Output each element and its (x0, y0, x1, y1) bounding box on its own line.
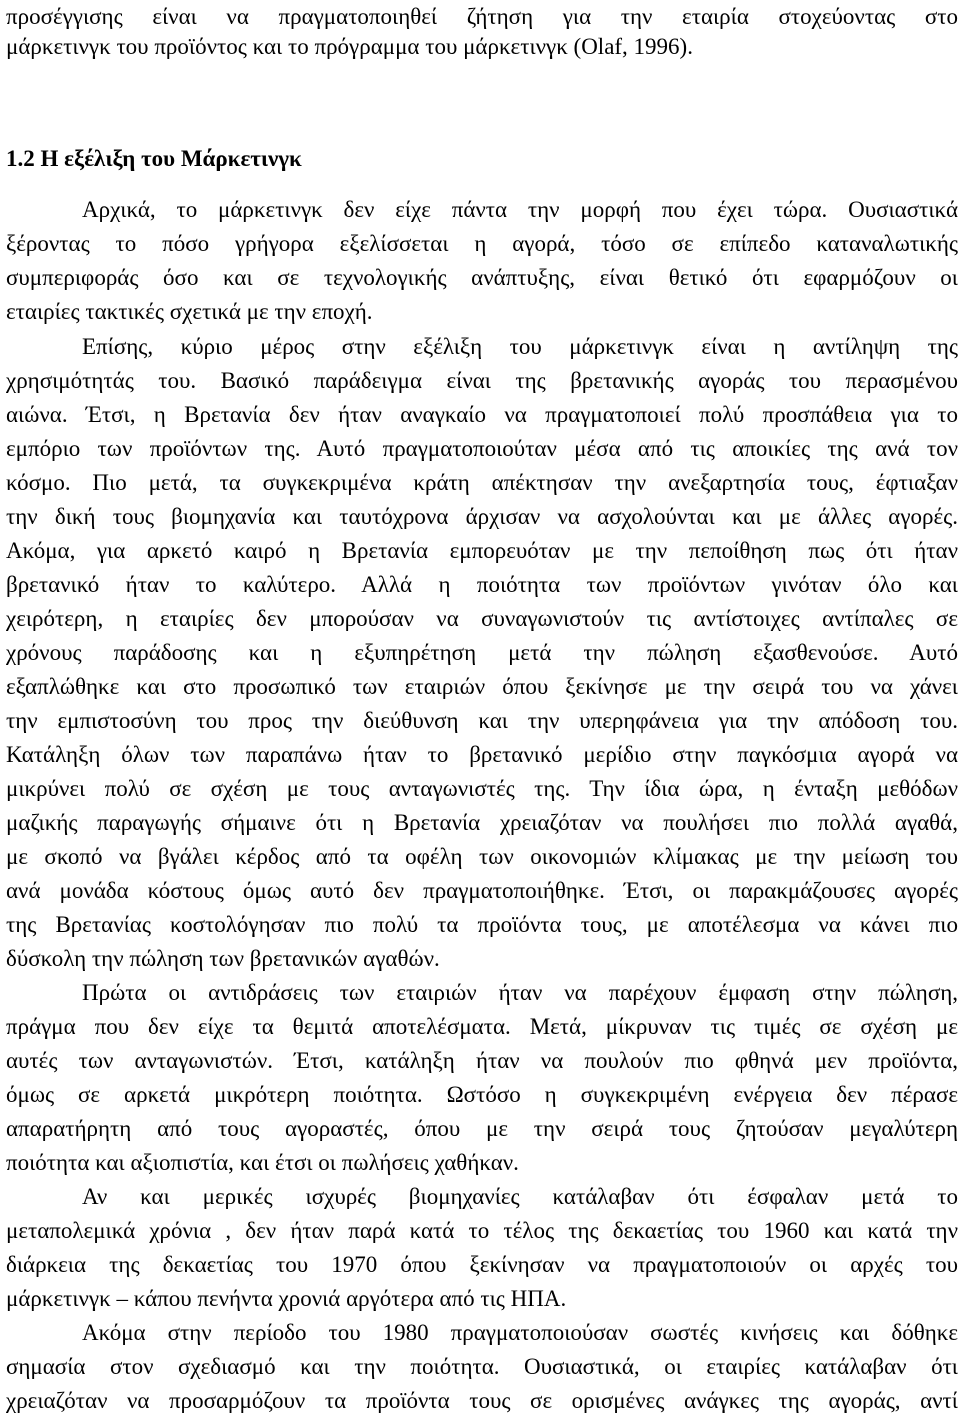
body-line: της Βρετανίας κοστολόγησαν πιο πολύ τα προϊόντα τους, με αποτέλεσμα να κάνει πιο (6, 912, 958, 937)
body-line: εμπόριο των προϊόντων της. Αυτό πραγματοποιούταν μέσα από τις αποικίες της ανά τον (6, 436, 958, 461)
body-line: όμως σε αρκετά μικρότερη ποιότητα. Ωστόσο η συγκεκριμένη ενέργεια δεν πέρασε (6, 1082, 958, 1107)
body-line: βρετανικό ήταν το καλύτερο. Αλλά η ποιότητα των προϊόντων γινόταν όλο και (6, 572, 958, 597)
body-line: μεταπολεμικά χρόνια , δεν ήταν παρά κατά το τέλος της δεκαετίας του 1960 και κατά την (6, 1218, 958, 1243)
body-line: απαρατήρητη από τους αγοραστές, όπου με την σειρά τους ζητούσαν μεγαλύτερη (6, 1116, 958, 1141)
body-line: μάρκετινγκ – κάπου πενήντα χρονιά αργότερα από τις ΗΠΑ. (6, 1286, 567, 1311)
body-line: πράγμα που δεν είχε τα θεμιτά αποτελέσματα. Μετά, μίκρυναν τις τιμές σε σχέση με (6, 1014, 958, 1039)
body-line: χρόνους παράδοσης και η εξυπηρέτηση μετά την πώληση εξασθενούσε. Αυτό (6, 640, 958, 665)
body-line: Αν και μερικές ισχυρές βιομηχανίες κατάλαβαν ότι έσφαλαν μετά το (82, 1184, 958, 1209)
body-line: εταιρίες τακτικές σχετικά με την εποχή. (6, 299, 373, 324)
section-heading: 1.2 Η εξέλιξη του Μάρκετινγκ (6, 146, 302, 171)
body-line: χειρότερη, η εταιρίες δεν μπορούσαν να συναγωνιστούν τις αντίστοιχες αντίπαλες σε (6, 606, 958, 631)
body-line: αιώνα. Έτσι, η Βρετανία δεν ήταν αναγκαίο να πραγματοποιεί πολύ προσπάθεια για το (6, 402, 958, 427)
intro-line-2: μάρκετινγκ του προϊόντος και το πρόγραμμα του μάρκετινγκ (Olaf, 1996). (6, 34, 693, 59)
body-line: διάρκεια της δεκαετίας του 1970 όπου ξεκίνησαν να πραγματοποιούν οι αρχές του (6, 1252, 958, 1277)
body-line: χρησιμότητάς του. Βασικό παράδειγμα είναι της βρετανικής αγοράς του περασμένου (6, 368, 958, 393)
body-line: με σκοπό να βγάλει κέρδος από τα οφέλη των οικονομιών κλίμακας με την μείωση του (6, 844, 958, 869)
body-line: Ακόμα στην περίοδο του 1980 πραγματοποιούσαν σωστές κινήσεις και δόθηκε (82, 1320, 958, 1345)
body-line: αυτές των ανταγωνιστών. Έτσι, κατάληξη ήταν να πουλούν πιο φθηνά μεν προϊόντα, (6, 1048, 958, 1073)
intro-line-1: προσέγγισης είναι να πραγματοποιηθεί ζήτηση για την εταιρία στοχεύοντας στο (6, 4, 958, 29)
body-line: σημασία στον σχεδιασμό και την ποιότητα. Ουσιαστικά, οι εταιρίες κατάλαβαν ότι (6, 1354, 958, 1379)
body-line: την δική τους βιομηχανία και ταυτόχρονα άρχισαν να ασχολούνται και με άλλες αγορές. (6, 504, 958, 529)
body-line: Κατάληξη όλων των παραπάνω ήταν το βρετανικό μερίδιο στην παγκόσμια αγορά να (6, 742, 958, 767)
body-line: συμπεριφοράς όσο και σε τεχνολογικής ανάπτυξης, είναι θετικό ότι εφαρμόζουν οι (6, 265, 958, 290)
body-line: Αρχικά, το μάρκετινγκ δεν είχε πάντα την μορφή που έχει τώρα. Ουσιαστικά (82, 197, 958, 222)
body-line: Επίσης, κύριο μέρος στην εξέλιξη του μάρκετινγκ είναι η αντίληψη της (82, 334, 958, 359)
body-line: την εμπιστοσύνη του προς την διεύθυνση και την υπερηφάνεια για την απόδοση του. (6, 708, 958, 733)
body-line: μικρύνει πολύ σε σχέση με τους ανταγωνιστές της. Την ίδια ώρα, η ένταξη μεθόδων (6, 776, 958, 801)
body-line: ξέροντας το πόσο γρήγορα εξελίσσεται η αγορά, τόσο σε επίπεδο καταναλωτικής (6, 231, 958, 256)
body-line: κόσμο. Πιο μετά, τα συγκεκριμένα κράτη απέκτησαν την ανεξαρτησία τους, έφτιαξαν (6, 470, 958, 495)
body-line: εξαπλώθηκε και στο προσωπικό των εταιριών όπου ξεκίνησε με την σειρά του να χάνει (6, 674, 958, 699)
body-line: Ακόμα, για αρκετό καιρό η Βρετανία εμπορευόταν με την πεποίθηση πως ότι ήταν (6, 538, 958, 563)
body-line: χρειαζόταν να προσαρμόζουν τα προϊόντα τους σε ορισμένες ανάγκες της αγοράς, αντί (6, 1388, 958, 1413)
body-line: ποιότητα και αξιοπιστία, και έτσι οι πωλήσεις χαθήκαν. (6, 1150, 519, 1175)
body-line: Πρώτα οι αντιδράσεις των εταιριών ήταν να παρέχουν έμφαση στην πώληση, (82, 980, 958, 1005)
body-line: δύσκολη την πώληση των βρετανικών αγαθών. (6, 946, 440, 971)
body-line: ανά μονάδα κόστους όμως αυτό δεν πραγματοποιήθηκε. Έτσι, οι παρακμάζουσες αγορές (6, 878, 958, 903)
body-line: μαζικής παραγωγής σήμαινε ότι η Βρετανία χρειαζόταν να πουλήσει πιο πολλά αγαθά, (6, 810, 958, 835)
